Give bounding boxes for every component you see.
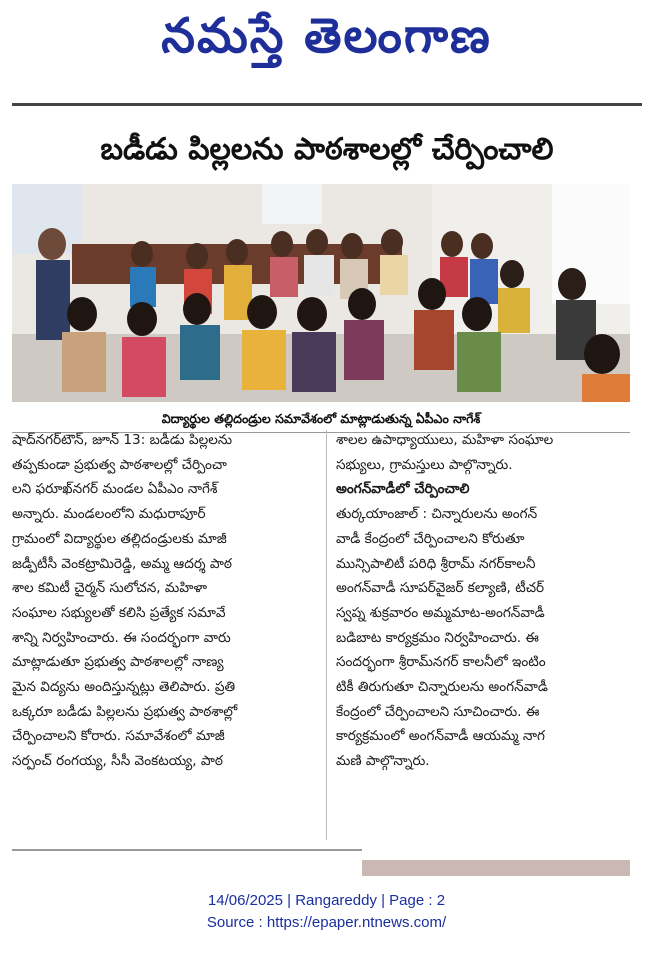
masthead-title: నమస్తే తెలంగాణ (161, 8, 492, 64)
article-line: తుర్కయాంజాల్‌ : చిన్నారులను అంగన్‌ (336, 506, 538, 523)
footer-source-line: Source : https://epaper.ntnews.com/ (206, 914, 447, 931)
article-line: సర్పంచ్‌ రంగయ్య, సీసీ వెంకటయ్య, పాఠ (12, 753, 223, 770)
article-headline: బడీడు పిల్లలను పాఠశాలల్లో చేర్పించాలి (100, 132, 554, 167)
article-line: కేంద్రంలో చేర్పించాలని సూచించారు. ఈ (336, 703, 540, 720)
bottom-rule (12, 849, 362, 851)
article-line: తప్పకుండా ప్రభుత్వ పాఠశాలల్లో చేర్పించా (12, 456, 227, 473)
article-line: మైన విద్యను అందిస్తున్నట్లు తెలిపారు. ప్రతి (12, 679, 236, 696)
photo-caption: విద్యార్థుల తల్లిదండ్రుల సమావేశంలో మాట్లాడుతున్న ఏపీఎం నాగేశ్ (12, 406, 630, 433)
article-line: మణి పాల్గొన్నారు. (336, 753, 430, 770)
column-divider (326, 430, 327, 840)
article-line: టికీ తిరుగుతూ చిన్నారులను అంగన్‌వాడీ (336, 679, 548, 696)
article-line: మాట్లాడుతూ ప్రభుత్వ పాఠశాలల్లో నాణ్య (12, 654, 224, 671)
article-line: జడ్పీటీసీ వెంకట్రామిరెడ్డి, అమ్మ ఆదర్శ పాఠ (12, 555, 232, 572)
article-photo (12, 184, 630, 402)
article-line: అంగన్‌వాడీ సూపర్‌వైజర్‌ కల్యాణి, టీచర్‌ (336, 580, 545, 597)
footer-date-line: 14/06/2025 | Rangareddy | Page : 2 (207, 892, 446, 909)
article-line: శాల కమిటీ చైర్మన్‌ సులోచన, మహిళా (12, 580, 208, 597)
article-line: శాలల ఉపాధ్యాయులు, మహిళా సంఘాల (336, 432, 554, 448)
masthead-rule (12, 103, 642, 106)
article-line: కార్యక్రమంలో అంగన్‌వాడీ ఆయమ్మ నాగ (336, 728, 545, 745)
article-line: స్వప్న శుక్రవారం అమ్మమాట-అంగన్‌వాడీ (336, 604, 545, 621)
article-line: బడిబాట కార్యక్రమం నిర్వహించారు. ఈ (336, 629, 539, 646)
article-line: శాన్ని నిర్వహించారు. ఈ సందర్భంగా వారు (12, 629, 231, 646)
next-article-photo-strip (362, 860, 630, 876)
article-line: చేర్పించాలని కోరారు. సమావేశంలో మాజీ (12, 728, 225, 745)
article-line: గ్రామంలో విద్యార్థుల తల్లిదండ్రులకు మాజీ (12, 530, 227, 547)
article-left-column (12, 428, 319, 774)
article-line: సభ్యులు, గ్రామస్తులు పాల్గొన్నారు. (336, 456, 513, 473)
article-subhead: అంగన్‌వాడీలో చేర్పించాలి (336, 481, 470, 498)
article-line: మున్సిపాలిటీ పరిధి శ్రీరామ్‌ నగర్‌కాలనీ (336, 555, 536, 572)
article-line: షాద్‌నగర్‌టౌన్‌, జూన్‌ 13: బడీడు పిల్లలను (12, 432, 233, 448)
article-line: అన్నారు. మండలంలోని మధురాపూర్‌ (12, 506, 206, 523)
article-right-column (336, 428, 630, 774)
article-line: సంఘాల సభ్యులతో కలిసి ప్రత్యేక సమావే (12, 604, 226, 621)
article-line: లని ఫరూఖ్‌నగర్‌ మండల ఏపీఎం నాగేశ్‌ (12, 481, 218, 498)
article-line: సందర్భంగా శ్రీరామ్‌నగర్‌ కాలనీలో ఇంటిం (336, 654, 546, 671)
article-line: వాడీ కేంద్రంలో చేర్పించాలని కోరుతూ (336, 530, 525, 547)
masthead (0, 0, 653, 90)
article-line: ఒక్కరూ బడీడు పిల్లలను ప్రభుత్వ పాఠశాల్లో (12, 703, 238, 720)
